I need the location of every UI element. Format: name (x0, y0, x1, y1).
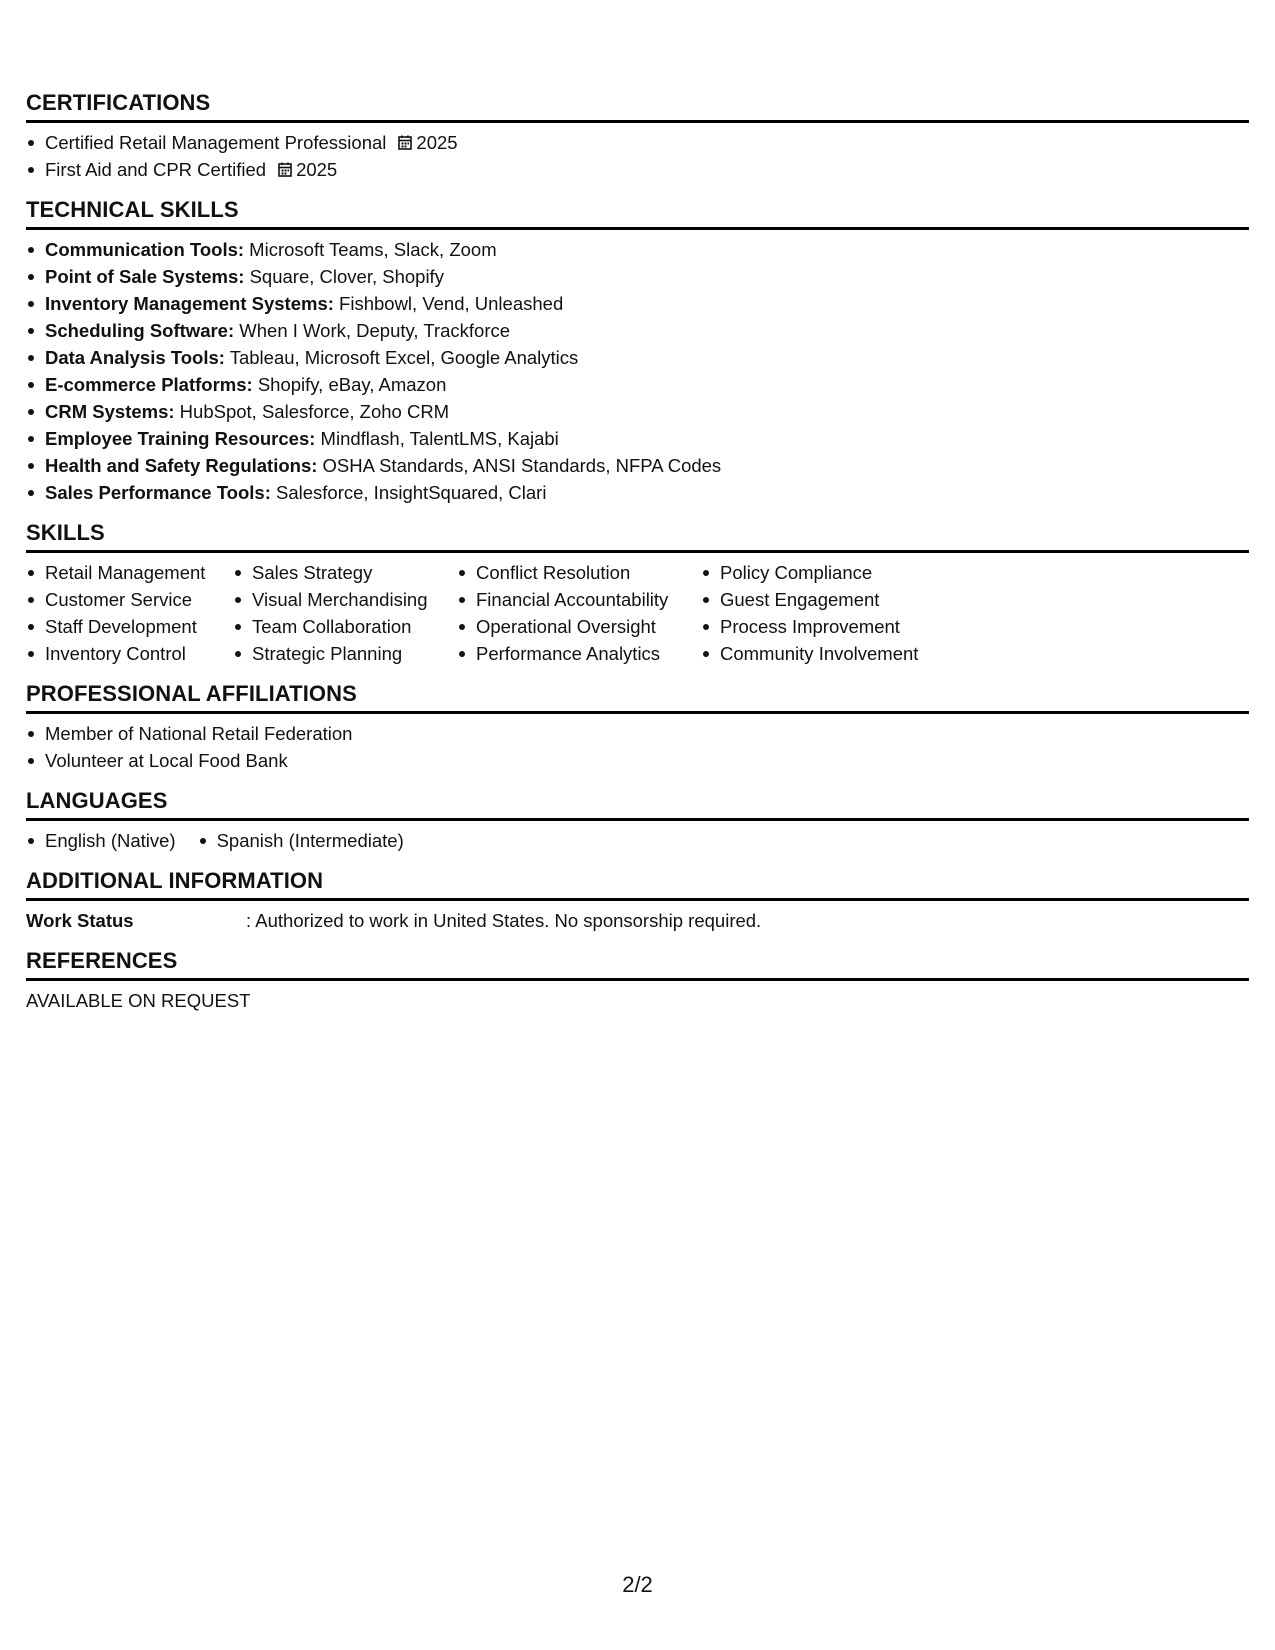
skills-column (233, 559, 457, 667)
section-title-references: REFERENCES (26, 948, 1249, 981)
resume-page (26, 90, 1249, 1028)
skill-item: Policy Compliance (701, 559, 961, 586)
list-item (26, 371, 1249, 398)
skill-tools: Tableau, Microsoft Excel, Google Analytics (224, 347, 579, 368)
certifications-list (26, 129, 1249, 183)
list-item (26, 344, 1249, 371)
skills-column (457, 559, 701, 667)
work-status-value: : Authorized to work in United States. No sponsorship required. (246, 910, 762, 931)
skill-category: Health and Safety Regulations: (45, 455, 318, 476)
skill-item: Conflict Resolution (457, 559, 701, 586)
skill-tools: Salesforce, InsightSquared, Clari (270, 482, 547, 503)
skill-tools: Fishbowl, Vend, Unleashed (333, 293, 564, 314)
calendar-icon (278, 162, 292, 177)
language-item: English (Native) (26, 827, 176, 854)
list-item (26, 263, 1249, 290)
list-item (26, 129, 1249, 156)
skill-item: Financial Accountability (457, 586, 701, 613)
certifications-section (26, 90, 1249, 183)
affiliations-list (26, 720, 1249, 774)
page-number: 2/2 (622, 1572, 653, 1597)
calendar-icon (398, 135, 412, 150)
work-status-row (26, 907, 1249, 934)
certification-year: 2025 (416, 132, 458, 153)
skill-item: Process Improvement (701, 613, 961, 640)
skill-item: Sales Strategy (233, 559, 457, 586)
certification-name: Certified Retail Management Professional (45, 132, 387, 153)
skill-category: CRM Systems: (45, 401, 175, 422)
skill-item: Staff Development (26, 613, 233, 640)
references-text: AVAILABLE ON REQUEST (26, 990, 251, 1011)
skill-category: Inventory Management Systems: (45, 293, 334, 314)
skill-item: Performance Analytics (457, 640, 701, 667)
references-section (26, 948, 1249, 1014)
skill-item: Guest Engagement (701, 586, 961, 613)
list-item (26, 156, 1249, 183)
list-item (26, 290, 1249, 317)
additional-info-section (26, 868, 1249, 934)
list-item: Volunteer at Local Food Bank (26, 747, 1249, 774)
skill-category: Sales Performance Tools: (45, 482, 271, 503)
skill-item: Visual Merchandising (233, 586, 457, 613)
skill-item: Customer Service (26, 586, 233, 613)
skill-tools: When I Work, Deputy, Trackforce (234, 320, 511, 341)
list-item: Member of National Retail Federation (26, 720, 1249, 747)
skill-category: Data Analysis Tools: (45, 347, 225, 368)
list-item (26, 317, 1249, 344)
work-status-label: Work Status (26, 910, 134, 931)
skill-item: Retail Management (26, 559, 233, 586)
skill-tools: Shopify, eBay, Amazon (252, 374, 447, 395)
skill-category: Point of Sale Systems: (45, 266, 245, 287)
list-item (26, 452, 1249, 479)
skill-item: Operational Oversight (457, 613, 701, 640)
skill-tools: Microsoft Teams, Slack, Zoom (244, 239, 497, 260)
list-item (26, 398, 1249, 425)
affiliations-section (26, 681, 1249, 774)
skills-grid (26, 559, 1249, 667)
list-item (26, 425, 1249, 452)
section-title-languages: LANGUAGES (26, 788, 1249, 821)
list-item (26, 236, 1249, 263)
languages-row (26, 827, 1249, 854)
section-title-skills: SKILLS (26, 520, 1249, 553)
technical-skills-section (26, 197, 1249, 506)
skill-tools: Square, Clover, Shopify (244, 266, 444, 287)
skills-section (26, 520, 1249, 667)
language-item: Spanish (Intermediate) (198, 827, 404, 854)
skill-tools: Mindflash, TalentLMS, Kajabi (315, 428, 559, 449)
languages-list (26, 827, 426, 854)
skill-item: Inventory Control (26, 640, 233, 667)
section-title-technical-skills: TECHNICAL SKILLS (26, 197, 1249, 230)
technical-skills-list (26, 236, 1249, 506)
languages-section (26, 788, 1249, 854)
certification-name: First Aid and CPR Certified (45, 159, 267, 180)
skill-tools: HubSpot, Salesforce, Zoho CRM (174, 401, 450, 422)
skill-item: Team Collaboration (233, 613, 457, 640)
section-title-certifications: CERTIFICATIONS (26, 90, 1249, 123)
section-title-additional-info: ADDITIONAL INFORMATION (26, 868, 1249, 901)
skill-category: Scheduling Software: (45, 320, 235, 341)
skill-tools: OSHA Standards, ANSI Standards, NFPA Codes (317, 455, 722, 476)
skills-column (26, 559, 233, 667)
skill-category: Communication Tools: (45, 239, 245, 260)
list-item (26, 479, 1249, 506)
section-title-affiliations: PROFESSIONAL AFFILIATIONS (26, 681, 1249, 714)
skills-column (701, 559, 961, 667)
skill-category: Employee Training Resources: (45, 428, 316, 449)
certification-year: 2025 (296, 159, 338, 180)
skill-category: E-commerce Platforms: (45, 374, 253, 395)
skill-item: Strategic Planning (233, 640, 457, 667)
skill-item: Community Involvement (701, 640, 961, 667)
